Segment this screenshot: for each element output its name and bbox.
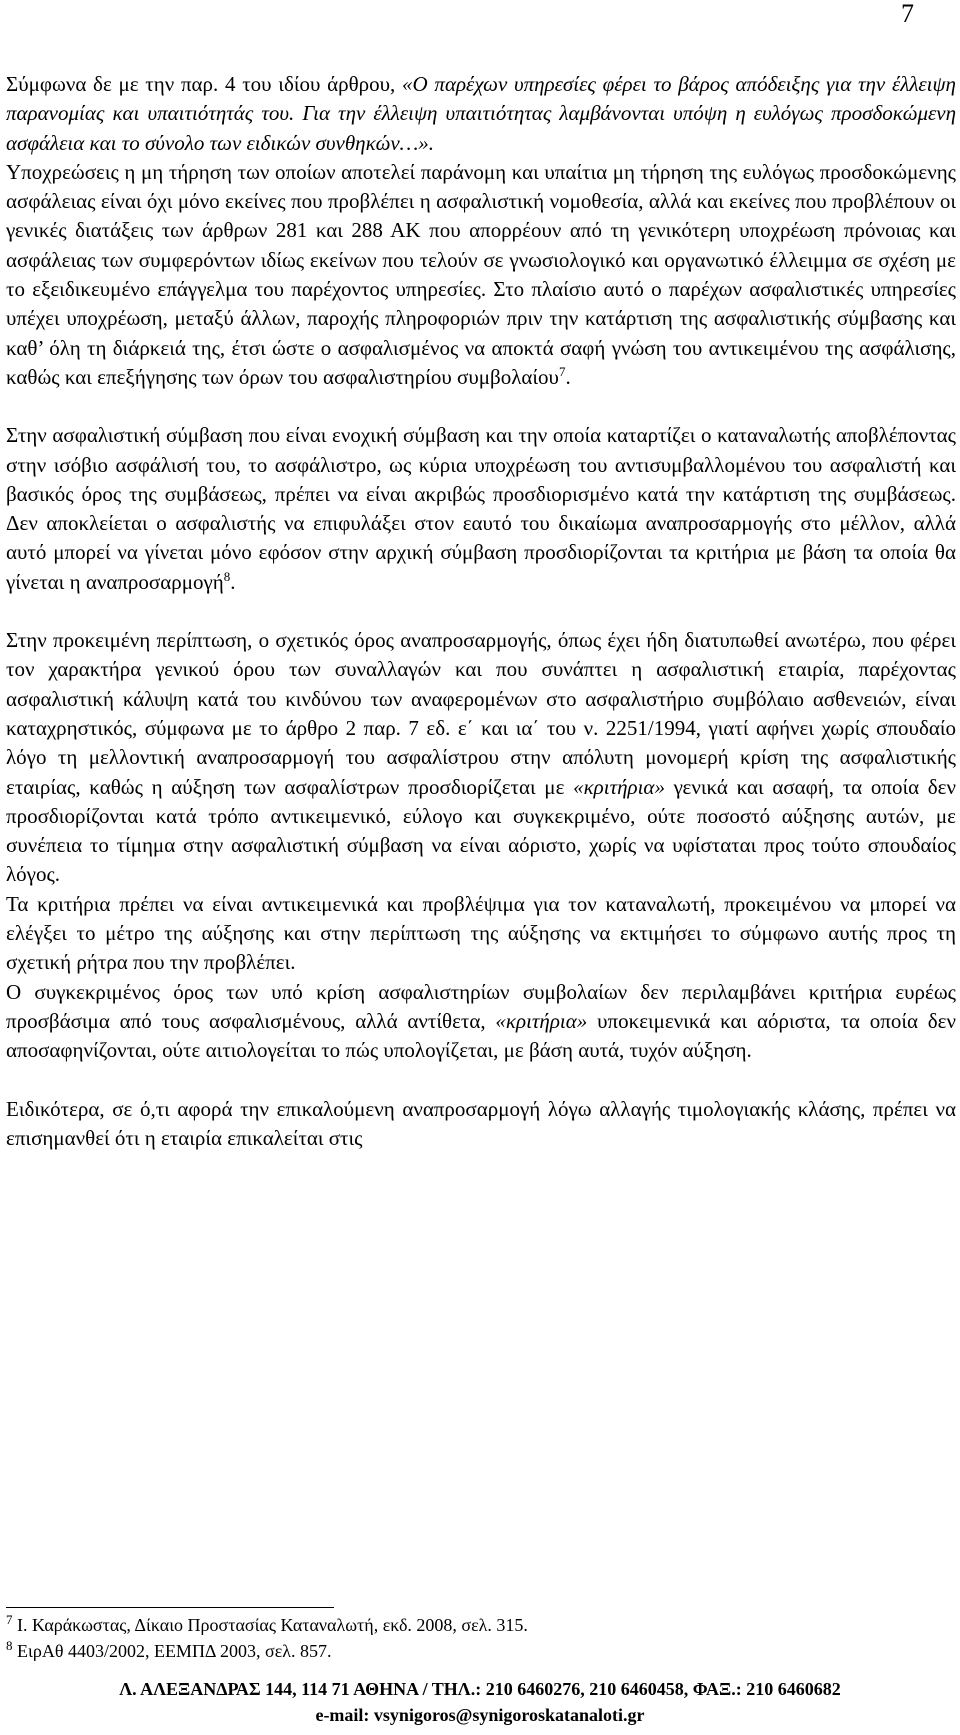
paragraph-text: Στην ασφαλιστική σύμβαση που είναι ενοχική σύμβαση και την οποία καταρτίζει ο καταναλωτής αποβλέποντας στην ισόβιο ασφάλισή του, το ασφάλιστρο, ως κύρια υποχρέωση του αντισυμβαλλομένου του ασφαλιστή και βασικός όρος της συμβάσεως, πρέπει να είναι ακριβώς προσδιορισμένο κατά την κατάρτιση της συμβάσεως. Δεν αποκλείεται ο ασφαλιστής να επιφυλάξει στον εαυτό του δικαίωμα αναπροσαρμογής στο μέλλον, αλλά αυτό μπορεί να γίνεται μόνο εφόσον στην αρχική σύμβαση προσδιορίζονται τα κριτήρια με βάση τα οποία θα γίνεται η αναπροσαρμογή <box>6 423 956 594</box>
quoted-text: «Ο παρέχων υπηρεσίες φέρει το βάρος απόδειξης για την έλλειψη παρανομίας και υπαιτιότητάς του. Για την έλλειψη υπαιτιότητας λαμβάνονται υπόψη η ευλόγως προσδοκώμενη ασφάλεια και το σύνολο των ειδικών συνθηκών…». <box>6 72 956 155</box>
paragraph-end: . <box>230 569 236 594</box>
paragraph-text: Τα κριτήρια πρέπει να είναι αντικειμενικά και προβλέψιμα για τον καταναλωτή, προκειμένου να μπορεί να ελέγξει το μέτρο της αύξησης και στην περίπτωση της αύξησης να εκτιμήσει το σύμφωνο αυτής προς τη σχετική ρήτρα που την προβλέπει. <box>6 891 956 975</box>
footer-email[interactable]: e-mail: vsynigoros@synigoroskatanaloti.gr <box>315 1705 645 1725</box>
paragraph-text: γενικά και ασαφή, τα οποία δεν προσδιορίζονται κατά τρόπο αντικειμενικό, εύλογο και συγκεκριμένο, ούτε ποσοστό αύξησης αυτών, με συνέπεια το τίμημα στην ασφαλιστική σύμβαση να είναι αόριστο, χωρίς να υφίσταται προς τούτο σπουδαίος λόγος. <box>6 774 956 887</box>
paragraph-adjustment-term <box>6 626 956 890</box>
footnote-item <box>6 1638 946 1664</box>
page-footer <box>0 1676 960 1728</box>
footnote-ref[interactable]: 7 <box>558 363 566 379</box>
footnote-text: ΕιρΑθ 4403/2002, ΕΕΜΠΔ 2003, σελ. 857. <box>12 1641 332 1661</box>
paragraph-text: Σύμφωνα δε με την παρ. 4 του ιδίου άρθρου, <box>6 72 403 96</box>
paragraph-obligations <box>6 158 956 392</box>
paragraph-end: . <box>565 364 571 389</box>
paragraph-tariff-class <box>6 1095 956 1154</box>
footnote-text: Ι. Καράκωστας, Δίκαιο Προστασίας Καταναλωτή, εκδ. 2008, σελ. 315. <box>12 1615 528 1635</box>
footnote-divider <box>6 1607 334 1608</box>
document-body <box>6 70 956 1153</box>
paragraph-specific-term <box>6 978 956 1066</box>
footer-address: Λ. ΑΛΕΞΑΝΔΡΑΣ 144, 114 71 ΑΘΗΝΑ / ΤΗΛ.: 210 6460276, 210 6460458, ΦΑΞ.: 210 6460682 <box>119 1679 841 1699</box>
footnote-number: 7 <box>6 1612 13 1627</box>
quoted-text: «κριτήρια» <box>495 1008 588 1033</box>
paragraph-text: Υποχρεώσεις η μη τήρηση των οποίων αποτελεί παράνομη και υπαίτια μη τήρηση της ευλόγως προσδοκώμενης ασφάλειας είναι όχι μόνο εκείνες που προβλέπει η ασφαλιστική νομοθεσία, αλλά και εκείνες που προβλέπουν οι γενικές διατάξεις των άρθρων 281 και 288 ΑΚ που απορρέουν από τη γενικότερη υποχρέωση πρόνοιας και ασφάλειας των συμφερόντων ιδίως εκείνων που τελούν σε γνωσιολογικό και οργανωτικό έλλειμμα σε σχέση με το εξειδικευμένο επάγγελμα του παρέχοντος υπηρεσίες. Στο πλαίσιο αυτό ο παρέχων ασφαλιστικές υπηρεσίες υπέχει υποχρέωση, μεταξύ άλλων, παροχής πληροφοριών πριν την κατάρτιση της ασφαλιστικής σύμβασης και καθ’ όλη τη διάρκειά της, έτσι ώστε ο ασφαλισμένος να αποκτά σαφή γνώση του αντικειμένου της ασφάλισης, καθώς και επεξήγησης των όρων του ασφαλιστηρίου συμβολαίου <box>6 159 956 389</box>
footnote-ref[interactable]: 8 <box>223 568 231 584</box>
paragraph-text: Ειδικότερα, σε ό,τι αφορά την επικαλούμενη αναπροσαρμογή λόγω αλλαγής τιμολογιακής κλάσης, πρέπει να επισημανθεί ότι η εταιρία επικαλείται στις <box>6 1096 956 1150</box>
paragraph-text: Στην προκειμένη περίπτωση, ο σχετικός όρος αναπροσαρμογής, όπως έχει ήδη διατυπωθεί ανωτέρω, που φέρει τον χαρακτήρα γενικού όρου των συναλλαγών και που συνάπτει η ασφαλιστική εταιρία, παρέχοντας ασφαλιστική κάλυψη κατά του κινδύνου των αναφερομένων στο ασφαλιστήριο συμβόλαιο ασθενειών, είναι καταχρηστικός, σύμφωνα με το άρθρο 2 παρ. 7 εδ. ε΄ και ια΄ του ν. 2251/1994, γιατί αφήνει χωρίς σπουδαίο λόγο τη μελλοντική αναπροσαρμογή του ασφαλίστρου στην απόλυτη μονομερή κρίση της ασφαλιστικής εταιρίας, καθώς η αύξηση των ασφαλίστρων προσδιορίζεται με <box>6 628 956 799</box>
footnote-item <box>6 1612 946 1638</box>
footnotes <box>6 1612 946 1664</box>
paragraph-premium <box>6 421 956 597</box>
page-number: 7 <box>901 0 914 28</box>
paragraph-criteria <box>6 890 956 978</box>
paragraph-text: υποκειμενικά και αόριστα, τα οποία δεν αποσαφηνίζονται, ούτε αιτιολογείται το πώς υπολογίζεται, με βάση αυτά, τυχόν αύξηση. <box>6 1008 956 1063</box>
quoted-text: «κριτήρια» <box>573 774 665 799</box>
paragraph-text: Ο συγκεκριμένος όρος των υπό κρίση ασφαλιστηρίων συμβολαίων δεν περιλαμβάνει κριτήρια ευρέως προσβάσιμα από τους ασφαλισμένους, αλλά αντίθετα, <box>6 979 956 1033</box>
paragraph-quote <box>6 70 956 158</box>
footnote-number: 8 <box>6 1638 13 1653</box>
